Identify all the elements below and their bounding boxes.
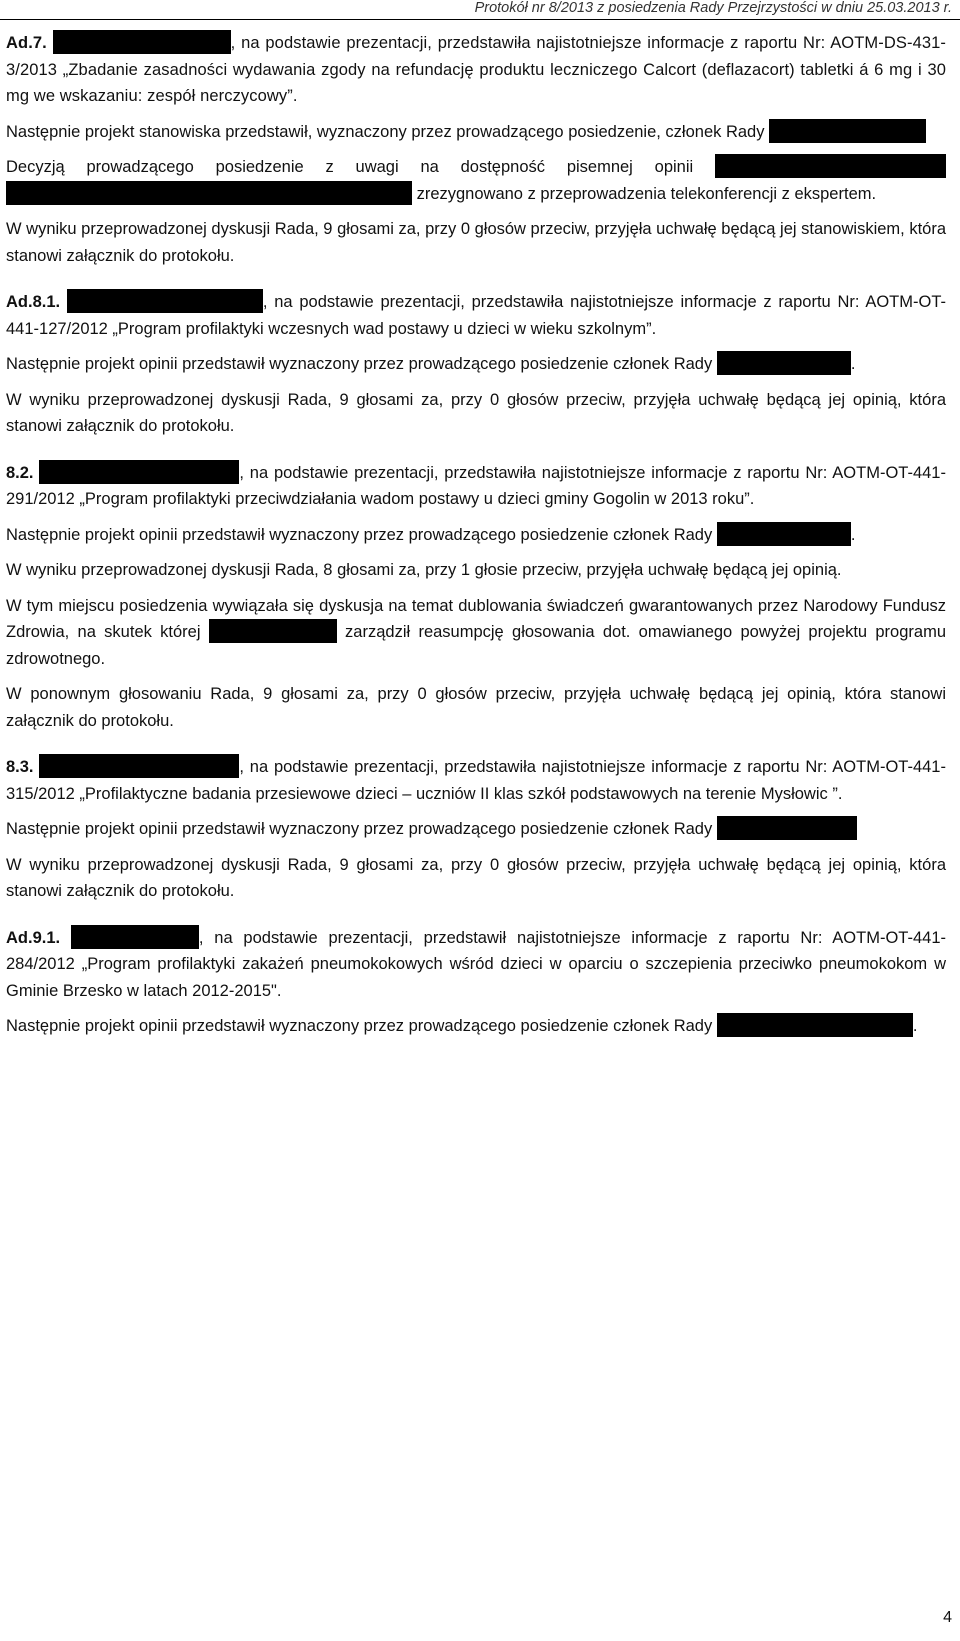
ad81-label: Ad.8.1. xyxy=(6,293,61,311)
ad91-project: Następnie projekt opinii przedstawił wyznaczony przez prowadzącego posiedzenie członek Rady . xyxy=(6,1013,946,1040)
ad7-intro: Ad.7. , na podstawie prezentacji, przedstawiła najistotniejsze informacje z raportu Nr: AOTM-DS-431-3/2013 „Zbadanie zasadności wydawania zgody na refundację produktu leczniczego Calcort (deflazacort) tabletki á 6 mg i 30 mg we wskazaniu: zespół nerczycowy”. xyxy=(6,30,946,110)
ad82-discussion: W tym miejscu posiedzenia wywiązała się dyskusja na temat dublowania świadczeń gwarantowanych przez Narodowy Fundusz Zdrowia, na skutek której zarządził reasumpcję głosowania dot. omawianego powyżej projektu programu zdrowotnego. xyxy=(6,596,946,668)
page-number: 4 xyxy=(943,1609,952,1626)
redaction-box xyxy=(717,522,851,546)
redaction-box xyxy=(715,154,946,178)
ad83-intro: 8.3. , na podstawie prezentacji, przedstawiła najistotniejsze informacje z raportu Nr: AOTM-OT-441-315/2012 „Profilaktyczne badania przesiewowe dzieci – uczniów II klas szkół podstawowych na terenie Mysłowic ”. xyxy=(6,754,946,807)
ad82-vote: W wyniku przeprowadzonej dyskusji Rada, 8 głosami za, przy 1 głosie przeciw, przyjęła uchwałę będącą jej opinią. xyxy=(6,561,842,579)
redaction-box xyxy=(6,181,412,205)
ad7-vote: W wyniku przeprowadzonej dyskusji Rada, 9 głosami za, przy 0 głosów przeciw, przyjęła uchwałę będącą jej stanowiskiem, która stanowi załącznik do protokołu. xyxy=(6,220,947,265)
redaction-box xyxy=(67,289,263,313)
redaction-box xyxy=(717,1013,913,1037)
redaction-box xyxy=(209,619,337,643)
ad7-decision: Decyzją prowadzącego posiedzenie z uwagi na dostępność pisemnej opinii zrezygnowano z przeprowadzenia telekonferencji z ekspertem. xyxy=(6,154,946,207)
ad7-project: Następnie projekt stanowiska przedstawił, wyznaczony przez prowadzącego posiedzenie, członek Rady xyxy=(6,119,946,146)
redaction-box xyxy=(71,925,199,949)
redaction-box xyxy=(717,816,857,840)
ad82-revote: W ponownym głosowaniu Rada, 9 głosami za, przy 0 głosów przeciw, przyjęła uchwałę będącą jej opinią, która stanowi załącznik do protokołu. xyxy=(6,685,946,730)
redaction-box xyxy=(39,754,239,778)
ad91-intro: Ad.9.1. , na podstawie prezentacji, przedstawił najistotniejsze informacje z raportu Nr: AOTM-OT-441-284/2012 „Program profilaktyki zakażeń pneumokokowych wśród dzieci w oparciu o szczepienia przeciwko pneumokokom w Gminie Brzesko w latach 2012-2015". xyxy=(6,925,946,1005)
ad83-label: 8.3. xyxy=(6,758,34,776)
ad81-vote: W wyniku przeprowadzonej dyskusji Rada, 9 głosami za, przy 0 głosów przeciw, przyjęła uchwałę będącą jej opinią, która stanowi załącznik do protokołu. xyxy=(6,390,946,435)
redaction-box xyxy=(769,119,926,143)
ad81-intro: Ad.8.1. , na podstawie prezentacji, przedstawiła najistotniejsze informacje z raportu Nr: AOTM-OT-441-127/2012 „Program profilaktyki wczesnych wad postawy u dzieci w wieku szkolnym”. xyxy=(6,289,946,342)
redaction-box xyxy=(717,351,851,375)
document-body xyxy=(6,30,946,1040)
ad7-label: Ad.7. xyxy=(6,34,47,52)
ad82-project: Następnie projekt opinii przedstawił wyznaczony przez prowadzącego posiedzenie członek Rady . xyxy=(6,522,946,549)
ad82-label: 8.2. xyxy=(6,463,34,482)
running-header: Protokół nr 8/2013 z posiedzenia Rady Przejrzystości w dniu 25.03.2013 r. xyxy=(474,0,952,16)
ad81-project: Następnie projekt opinii przedstawił wyznaczony przez prowadzącego posiedzenie członek Rady . xyxy=(6,351,946,378)
ad82-intro: 8.2. , na podstawie prezentacji, przedstawiła najistotniejsze informacje z raportu Nr: AOTM-OT-441-291/2012 „Program profilaktyki przeciwdziałania wadom postawy u dzieci gminy Gogolin w 2013 roku”. xyxy=(6,460,946,513)
ad83-vote: W wyniku przeprowadzonej dyskusji Rada, 9 głosami za, przy 0 głosów przeciw, przyjęła uchwałę będącą jej opinią, która stanowi załącznik do protokołu. xyxy=(6,855,946,900)
redaction-box xyxy=(39,460,239,484)
header-rule xyxy=(0,19,960,20)
ad91-label: Ad.9.1. xyxy=(6,928,61,947)
redaction-box xyxy=(53,30,231,54)
ad83-project: Następnie projekt opinii przedstawił wyznaczony przez prowadzącego posiedzenie członek Rady xyxy=(6,816,946,843)
